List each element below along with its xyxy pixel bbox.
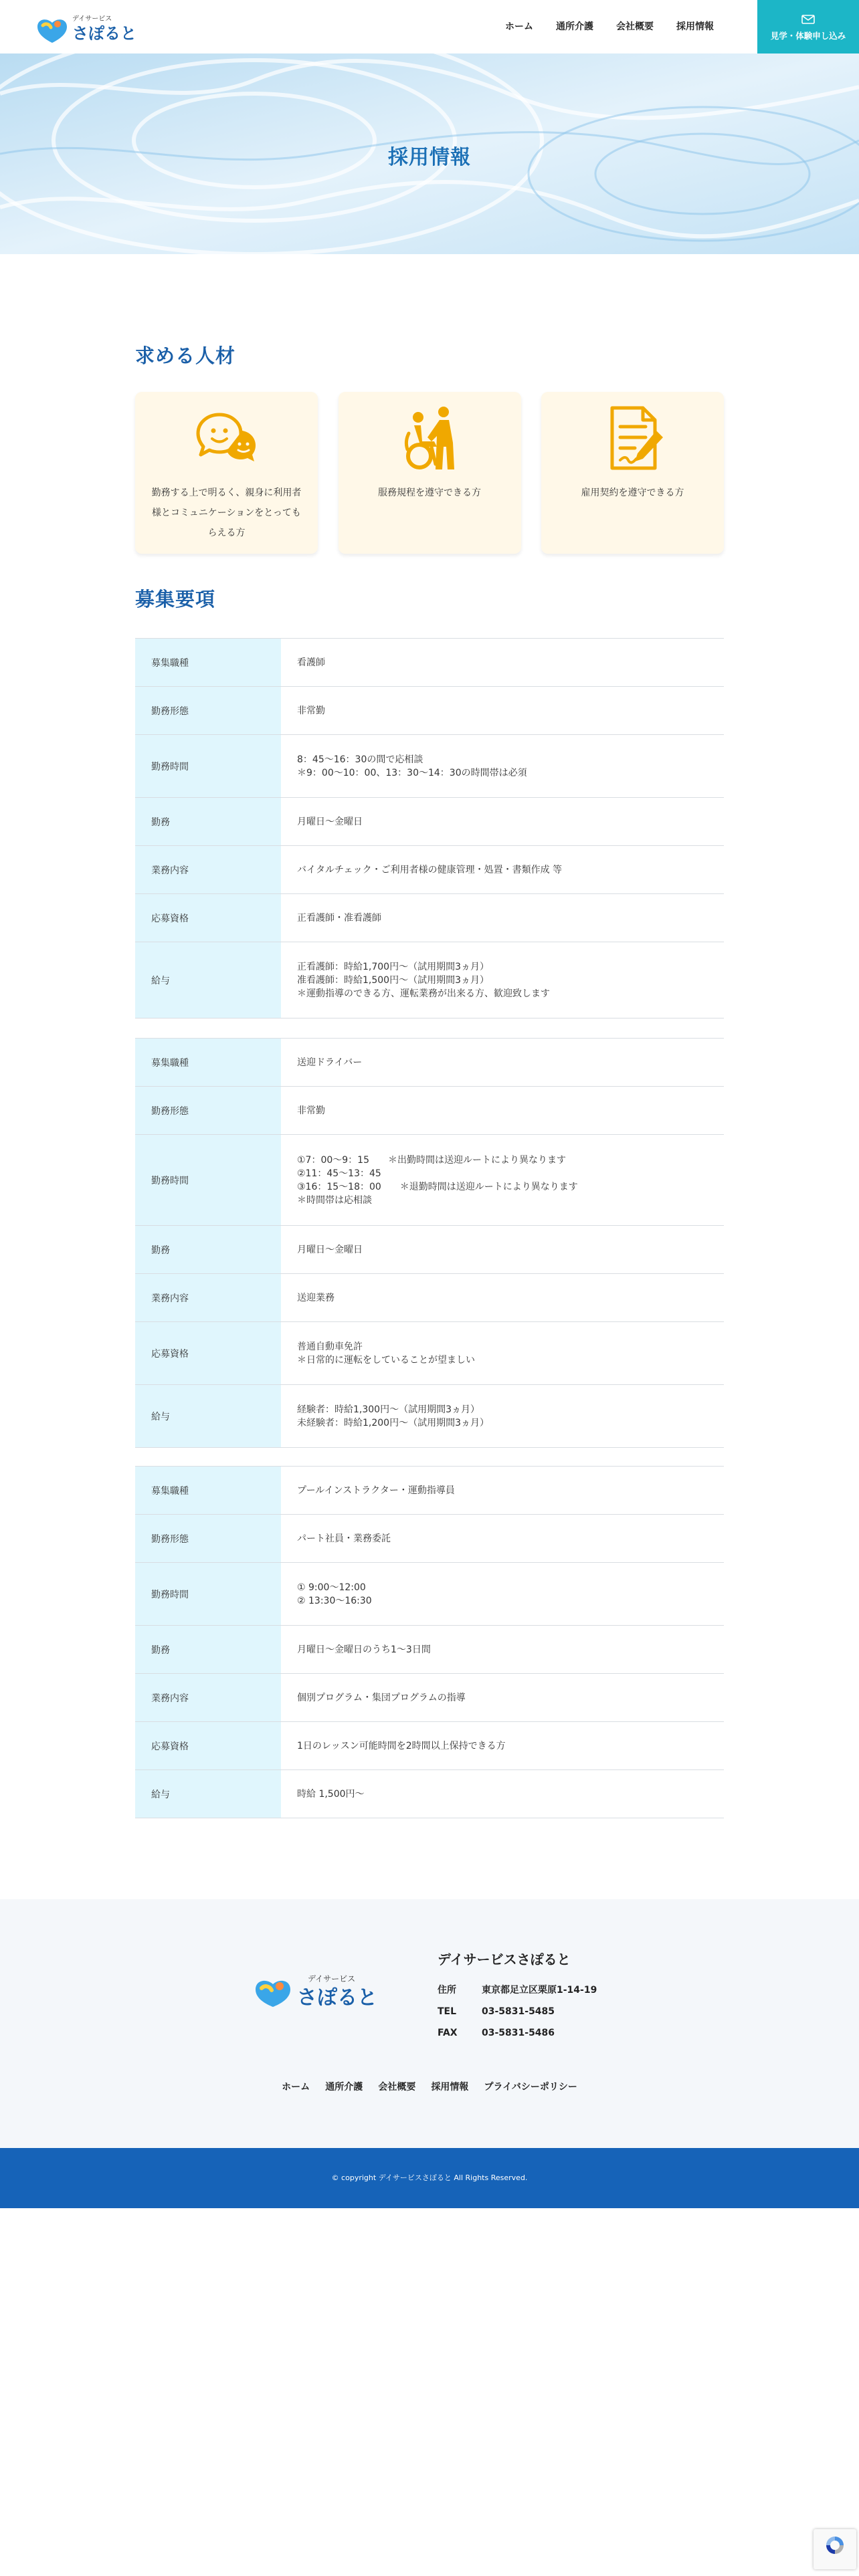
row-value: 送迎ドライバー — [297, 1057, 363, 1068]
recruit-table-instructor — [135, 1466, 724, 1818]
footer-tel-row — [438, 2001, 597, 2022]
row-label: 業務内容 — [135, 846, 281, 894]
wanted-card-text: 服務規程を遵守できる方 — [378, 488, 481, 498]
row-value: 看護師 — [297, 657, 325, 668]
row-label: 勤務 — [135, 1626, 281, 1674]
row-label: 募集職種 — [135, 639, 281, 687]
row-value: 月曜日〜金曜日 — [297, 816, 363, 827]
row-label: 募集職種 — [135, 1467, 281, 1515]
copyright-bar — [0, 2148, 859, 2208]
row-label: 応募資格 — [135, 894, 281, 942]
row-label: 勤務時間 — [135, 1135, 281, 1226]
row-label: 応募資格 — [135, 1322, 281, 1385]
footer-company-name: デイサービスさぽると — [438, 1951, 571, 1967]
contract-document-icon — [596, 403, 670, 476]
row-label: 業務内容 — [135, 1674, 281, 1722]
row-label: 業務内容 — [135, 1274, 281, 1322]
wanted-cards — [135, 392, 724, 554]
visit-request-button[interactable] — [757, 0, 859, 53]
table-row — [135, 1385, 724, 1448]
row-value: ① 9:00〜12:00 ② 13:30〜16:30 — [297, 1582, 372, 1606]
global-nav — [494, 0, 725, 53]
table-row — [135, 687, 724, 735]
cta-label: 見学・体験申し込み — [770, 31, 846, 41]
row-value: 正看護師・准看護師 — [297, 912, 381, 924]
row-value: 個別プログラム・集団プログラムの指導 — [297, 1692, 466, 1703]
wheelchair-care-icon — [393, 403, 466, 476]
row-value: 月曜日〜金曜日 — [297, 1244, 363, 1255]
footer-contact — [438, 1979, 597, 2044]
row-value: 1日のレッスン可能時間を2時間以上保持できる方 — [297, 1740, 506, 1751]
address-label: 住所 — [438, 1985, 456, 1996]
wanted-card-communication — [135, 392, 318, 554]
recaptcha-badge[interactable] — [814, 2529, 856, 2569]
footer-address-row — [438, 1979, 597, 2001]
nav-recruit[interactable]: 採用情報 — [676, 21, 714, 32]
row-label: 勤務形態 — [135, 1087, 281, 1135]
table-row — [135, 798, 724, 846]
row-value: 普通自動車免許 ＊日常的に運転をしていることが望ましい — [297, 1341, 475, 1366]
table-row — [135, 1467, 724, 1515]
logo-label: デイサービス — [72, 15, 112, 23]
address-value: 東京都足立区栗原1-14-19 — [482, 1985, 597, 1996]
tel-label: TEL — [438, 2006, 457, 2017]
recruit-heading: 募集要項 — [135, 588, 216, 611]
row-label: 勤務時間 — [135, 1563, 281, 1626]
footer-nav-privacy[interactable]: プライバシーポリシー — [484, 2082, 577, 2092]
table-row — [135, 894, 724, 942]
copyright-text: © copyright デイサービスさぽると All Rights Reserved. — [331, 2173, 528, 2182]
footer-nav-company[interactable]: 会社概要 — [378, 2082, 416, 2092]
table-row — [135, 846, 724, 894]
chat-faces-icon — [190, 403, 264, 476]
table-row — [135, 1722, 724, 1770]
table-row — [135, 735, 724, 798]
tel-value[interactable]: 03-5831-5485 — [482, 2006, 555, 2017]
table-row — [135, 1322, 724, 1385]
row-value: 時給 1,500円〜 — [297, 1788, 365, 1800]
row-value: 非常勤 — [297, 705, 325, 716]
row-value: ①7：00〜9：15 ＊出勤時間は送迎ルートにより異なります ②11：45〜13：45 ③16：15〜18：00 ＊退勤時間は送迎ルートにより異なります ＊時間帯は応相談 — [297, 1154, 578, 1206]
table-row — [135, 1135, 724, 1226]
row-label: 給与 — [135, 1385, 281, 1448]
footer-logo-name: さぽると — [297, 1986, 377, 2010]
footer-logo-label: デイサービス — [308, 1974, 356, 1983]
table-row — [135, 1674, 724, 1722]
table-row — [135, 1770, 724, 1818]
row-value: 非常勤 — [297, 1105, 325, 1116]
mail-icon — [801, 15, 815, 24]
row-value: 送迎業務 — [297, 1292, 335, 1303]
nav-day-care[interactable]: 通所介護 — [556, 21, 593, 32]
table-row — [135, 1626, 724, 1674]
footer-fax-row — [438, 2022, 597, 2044]
row-label: 勤務形態 — [135, 1515, 281, 1563]
footer-nav-day-care[interactable]: 通所介護 — [325, 2082, 363, 2092]
row-value: 8：45〜16：30の間で応相談 ＊9：00〜10：00、13：30〜14：30の時間帯は必須 — [297, 754, 527, 778]
nav-home[interactable]: ホーム — [505, 21, 533, 32]
footer-logo[interactable] — [253, 1969, 405, 2010]
recaptcha-icon — [824, 2535, 846, 2556]
fax-label: FAX — [438, 2028, 458, 2038]
table-row — [135, 1039, 724, 1087]
row-label: 勤務 — [135, 798, 281, 846]
row-value: プールインストラクター・運動指導員 — [297, 1485, 455, 1496]
page-title: 採用情報 — [388, 146, 471, 169]
row-value: 正看護師：時給1,700円〜（試用期間3ヵ月） 准看護師：時給1,500円〜（試用期間3ヵ月） ＊運動指導のできる方、運転業務が出来る方、歓迎致します — [297, 961, 550, 999]
table-row — [135, 1515, 724, 1563]
site-logo[interactable] — [33, 9, 167, 45]
fax-value: 03-5831-5486 — [482, 2028, 555, 2038]
nav-company[interactable]: 会社概要 — [616, 21, 654, 32]
table-row — [135, 1274, 724, 1322]
logo-heart-icon — [33, 9, 167, 45]
row-label: 応募資格 — [135, 1722, 281, 1770]
row-label: 募集職種 — [135, 1039, 281, 1087]
site-header — [0, 0, 859, 53]
logo-name: さぽると — [72, 24, 136, 43]
recruit-table-nurse — [135, 638, 724, 1018]
row-value: バイタルチェック・ご利用者様の健康管理・処置・書類作成 等 — [297, 864, 563, 875]
site-footer — [0, 1899, 859, 2148]
footer-nav — [0, 2080, 859, 2093]
row-label: 給与 — [135, 942, 281, 1018]
row-label: 勤務時間 — [135, 735, 281, 798]
footer-nav-recruit[interactable]: 採用情報 — [431, 2082, 469, 2092]
row-label: 勤務 — [135, 1226, 281, 1274]
wanted-heading: 求める人材 — [135, 344, 236, 367]
table-row — [135, 1563, 724, 1626]
row-label: 勤務形態 — [135, 687, 281, 735]
row-label: 給与 — [135, 1770, 281, 1818]
row-value: 月曜日〜金曜日のうち1〜3日間 — [297, 1644, 431, 1655]
wanted-card-rules — [339, 392, 521, 554]
table-row — [135, 942, 724, 1018]
wanted-card-text: 雇用契約を遵守できる方 — [581, 488, 684, 498]
page-hero — [0, 53, 859, 254]
table-row — [135, 1087, 724, 1135]
footer-nav-home[interactable]: ホーム — [282, 2082, 310, 2092]
row-value: 経験者：時給1,300円〜（試用期間3ヵ月） 未経験者：時給1,200円〜（試用期間3ヵ月） — [297, 1404, 489, 1428]
row-value: パート社員・業務委託 — [297, 1533, 391, 1544]
wanted-card-text: 勤務する上で明るく、親身に利用者様とコミュニケーションをとってもらえる方 — [151, 488, 302, 538]
table-row — [135, 639, 724, 687]
recruit-table-driver — [135, 1038, 724, 1448]
wanted-card-contract — [541, 392, 724, 554]
table-row — [135, 1226, 724, 1274]
